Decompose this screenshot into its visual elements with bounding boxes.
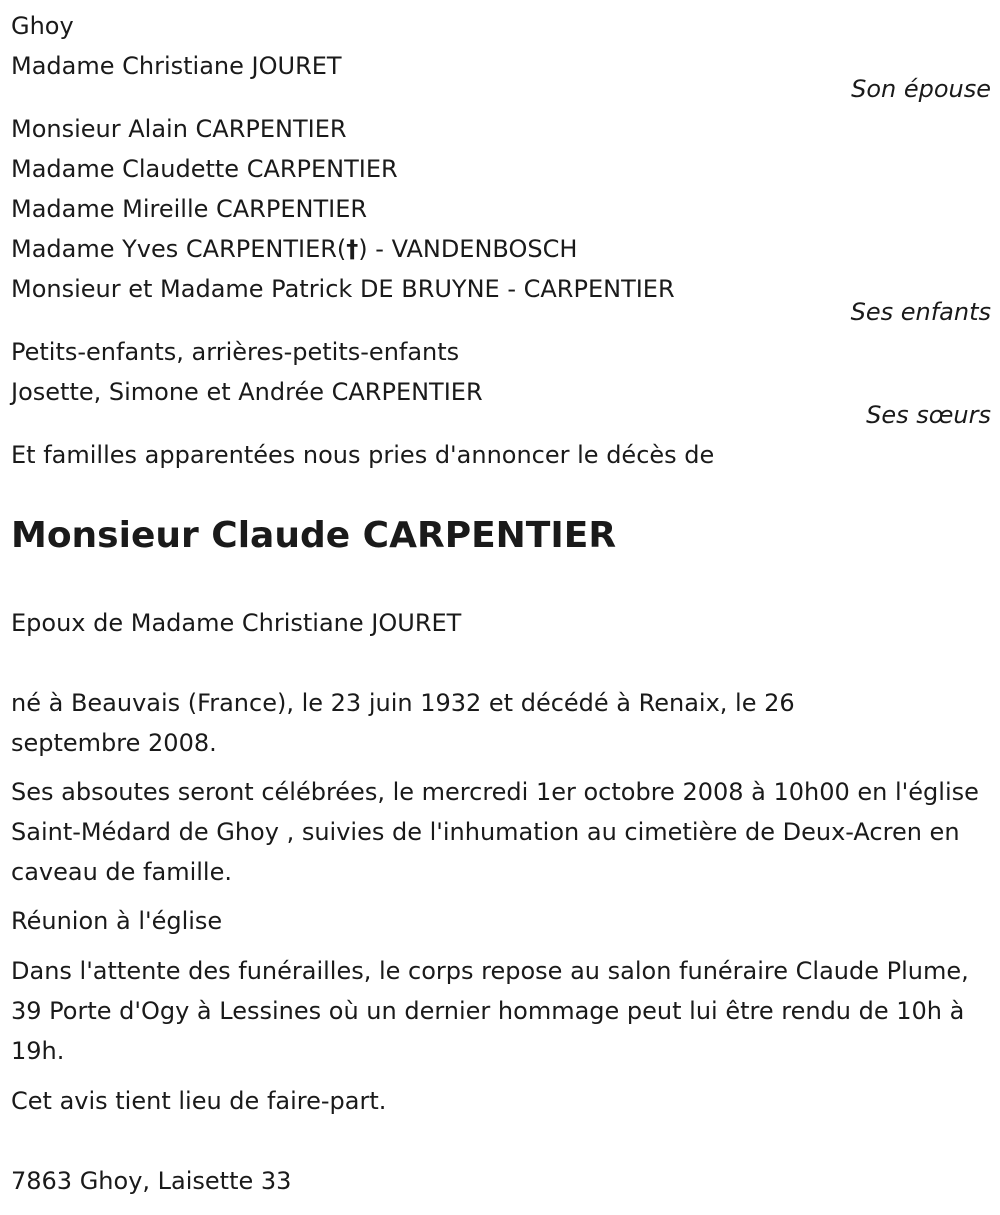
spouse-of-line: Epoux de Madame Christiane JOURET — [11, 609, 462, 637]
children-role: Ses enfants — [850, 298, 991, 326]
sisters-line: Josette, Simone et Andrée CARPENTIER — [11, 378, 483, 406]
child-name-part: ) - VANDENBOSCH — [358, 235, 578, 263]
announcement-line: Et familles apparentées nous pries d'annoncer le décès de — [11, 441, 715, 469]
spouse-name: Madame Christiane JOURET — [11, 52, 342, 80]
sisters-role: Ses sœurs — [866, 401, 991, 429]
viewing-paragraph: Dans l'attente des funérailles, le corps repose au salon funéraire Claude Plume, 39 Porte d'Ogy à Lessines où un dernier hommage peut lui être rendu de 10h à 19h. — [11, 957, 969, 1065]
spouse-role: Son épouse — [851, 75, 991, 103]
child-name: Monsieur Alain CARPENTIER — [11, 115, 347, 143]
meeting-line: Réunion à l'église — [11, 907, 223, 935]
child-name: Madame Claudette CARPENTIER — [11, 155, 398, 183]
grandchildren-line: Petits-enfants, arrières-petits-enfants — [11, 338, 460, 366]
child-name: Madame Mireille CARPENTIER — [11, 195, 368, 223]
address-line: 7863 Ghoy, Laisette 33 — [11, 1167, 292, 1195]
child-name-part: Madame Yves CARPENTIER( — [11, 235, 347, 263]
deceased-name: Monsieur Claude CARPENTIER — [11, 515, 617, 556]
child-name-deceased — [11, 229, 577, 269]
ceremony-paragraph: Ses absoutes seront célébrées, le mercredi 1er octobre 2008 à 10h00 en l'église Saint-Médard de Ghoy , suivies de l'inhumation au cimetière de Deux-Acren en caveau de famille. — [11, 778, 979, 886]
notice-line: Cet avis tient lieu de faire-part. — [11, 1087, 387, 1115]
village-name: Ghoy — [11, 12, 74, 40]
birth-death-paragraph: né à Beauvais (France), le 23 juin 1932 et décédé à Renaix, le 26 septembre 2008. — [11, 689, 795, 757]
child-name: Monsieur et Madame Patrick DE BRUYNE - CARPENTIER — [11, 275, 675, 303]
cross-icon: † — [346, 235, 359, 263]
